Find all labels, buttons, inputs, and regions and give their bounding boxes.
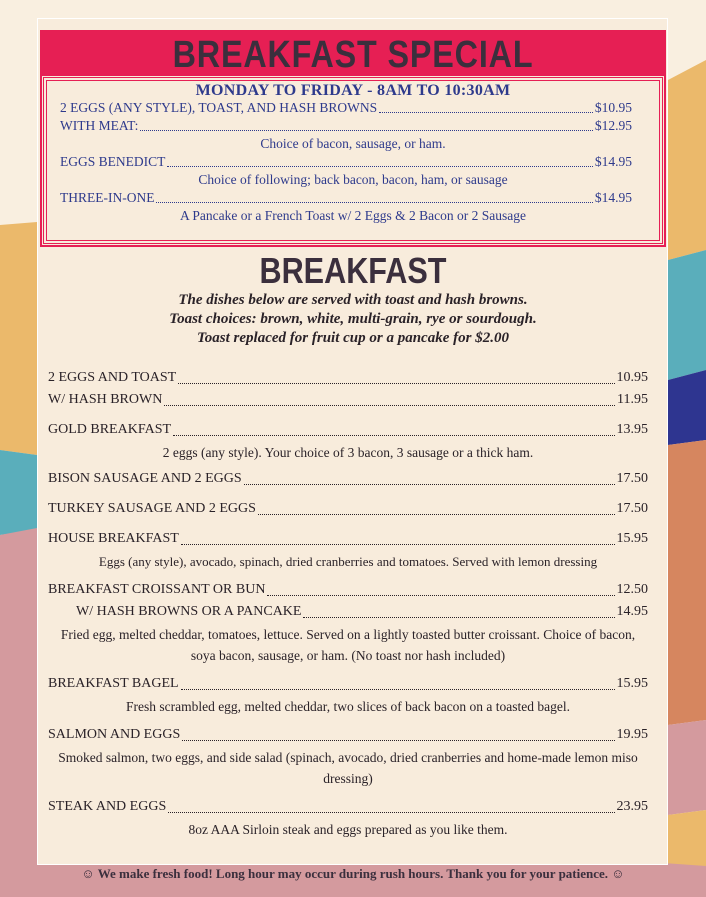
- item-name: HOUSE BREAKFAST: [48, 531, 179, 546]
- leader-dots: [267, 594, 614, 596]
- breakfast-special-box: [40, 30, 666, 247]
- special-hours: MONDAY TO FRIDAY - 8AM TO 10:30AM: [195, 82, 511, 99]
- item-price: 14.95: [616, 604, 648, 619]
- leader-dots: [167, 165, 593, 167]
- note: Toast choices: brown, white, multi-grain, rye or sourdough.: [169, 311, 537, 327]
- item-name: THREE-IN-ONE: [60, 190, 155, 205]
- item-name: WITH MEAT:: [60, 118, 139, 133]
- item-price: 12.50: [616, 582, 648, 597]
- footer-note: ☺ We make fresh food! Long hour may occur during rush hours. Thank you for your patience. ☺: [81, 866, 625, 881]
- item-description: Fresh scrambled egg, melted cheddar, two slices of back bacon on a toasted bagel.: [125, 699, 571, 714]
- menu-item-row: [48, 799, 648, 819]
- item-name: W/ HASH BROWNS OR A PANCAKE: [76, 604, 302, 619]
- item-price: 15.95: [616, 676, 648, 691]
- note: Toast replaced for fruit cup or a pancake for $2.00: [197, 330, 509, 346]
- item-price: $14.95: [594, 190, 632, 205]
- breakfast-notes: [0, 291, 706, 348]
- leader-dots: [181, 688, 615, 690]
- item-price: 13.95: [616, 422, 648, 437]
- leader-dots: [168, 811, 614, 813]
- leader-dots: [173, 434, 614, 436]
- item-name: BREAKFAST CROISSANT OR BUN: [48, 582, 266, 597]
- item-name: 2 EGGS AND TOAST: [48, 370, 177, 385]
- item-description: Smoked salmon, two eggs, and side salad (spinach, avocado, dried cranberries and home-made lemon miso dressing): [58, 750, 638, 786]
- item-name: W/ HASH BROWN: [48, 392, 163, 407]
- item-price: $14.95: [594, 154, 632, 169]
- item-description: Eggs (any style), avocado, spinach, dried cranberries and tomatoes. Served with lemon dressing: [98, 554, 598, 569]
- item-name: GOLD BREAKFAST: [48, 422, 172, 437]
- special-row: [60, 154, 632, 172]
- item-price: $10.95: [594, 100, 632, 115]
- item-name: TURKEY SAUSAGE AND 2 EGGS: [48, 501, 256, 516]
- menu-item-row: [48, 392, 648, 412]
- item-name: BISON SAUSAGE AND 2 EGGS: [48, 471, 242, 486]
- item-name: SALMON AND EGGS: [48, 727, 181, 742]
- item-name: EGGS BENEDICT: [60, 154, 166, 169]
- note: The dishes below are served with toast and hash browns.: [178, 292, 528, 308]
- item-price: 17.50: [616, 501, 648, 516]
- leader-dots: [178, 382, 614, 384]
- special-row: [60, 100, 632, 118]
- menu-item-row: [48, 471, 648, 491]
- menu-item-row: [48, 676, 648, 696]
- breakfast-title: BREAKFAST: [259, 250, 447, 291]
- menu-item-row: [48, 370, 648, 390]
- menu-item-row: [48, 582, 648, 602]
- menu-item-row: [48, 531, 648, 551]
- item-price: $12.95: [594, 118, 632, 133]
- leader-dots: [182, 739, 614, 741]
- item-name: BREAKFAST BAGEL: [48, 676, 179, 691]
- leader-dots: [156, 201, 592, 203]
- item-price: 11.95: [617, 392, 648, 407]
- item-name: STEAK AND EGGS: [48, 799, 167, 814]
- item-description: 8oz AAA Sirloin steak and eggs prepared as you like them.: [188, 822, 508, 837]
- leader-dots: [379, 111, 593, 113]
- leader-dots: [244, 483, 615, 485]
- menu-item-row: [48, 501, 648, 521]
- special-body: [43, 77, 663, 244]
- leader-dots: [181, 543, 615, 545]
- item-description: Choice of following; back bacon, bacon, ham, or sausage: [198, 172, 508, 187]
- item-price: 17.50: [616, 471, 648, 486]
- menu-item-row: [48, 604, 648, 624]
- leader-dots: [303, 616, 614, 618]
- special-row: [60, 190, 632, 208]
- item-price: 10.95: [616, 370, 648, 385]
- leader-dots: [164, 404, 615, 406]
- item-description: 2 eggs (any style). Your choice of 3 bacon, 3 sausage or a thick ham.: [162, 445, 534, 460]
- item-name: 2 EGGS (ANY STYLE), TOAST, AND HASH BROWNS: [60, 100, 378, 115]
- leader-dots: [140, 129, 592, 131]
- item-description: Fried egg, melted cheddar, tomatoes, lettuce. Served on a lightly toasted butter croissant. Choice of bacon, soya bacon, sausage, or ham. (No toast nor hash included): [60, 627, 636, 663]
- item-price: 23.95: [616, 799, 648, 814]
- item-description: A Pancake or a French Toast w/ 2 Eggs & 2 Bacon or 2 Sausage: [180, 208, 526, 223]
- item-price: 19.95: [616, 727, 648, 742]
- special-row: [60, 118, 632, 136]
- item-description: Choice of bacon, sausage, or ham.: [260, 136, 446, 151]
- menu-item-row: [48, 727, 648, 747]
- leader-dots: [258, 513, 615, 515]
- breakfast-items: [48, 370, 648, 840]
- item-price: 15.95: [616, 531, 648, 546]
- special-title: BREAKFAST SPECIAL: [172, 34, 534, 76]
- menu-item-row: [48, 422, 648, 442]
